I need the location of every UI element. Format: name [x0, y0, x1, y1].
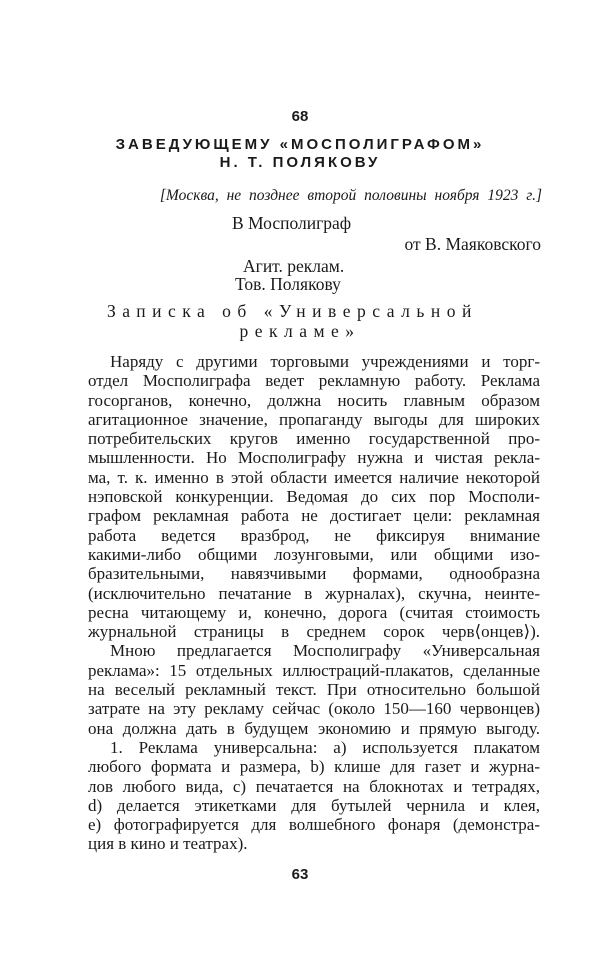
body-line: затрате на эту рекламу сейчас (около 150—160 червонцев) [88, 699, 540, 719]
dateline: [Москва, не позднее второй половины ноября 1923 г.] [159, 187, 542, 204]
body-line: она должна дать в будущем экономию и прямую выгоду. [88, 718, 540, 738]
address-to: В Мосполиграф [232, 213, 352, 233]
body-line: d) делается этикетками для бутылей чернила и клея, [88, 795, 540, 815]
body-line: работа ведется вразброд, не фиксируя внимание [88, 525, 540, 545]
body-line: на веселый рекламный текст. При относительно большой [88, 680, 540, 700]
body-line: (исключительно печатание в журналах), скучна, неинте- [88, 583, 540, 603]
body-line: отдел Мосполиграфа ведет рекламную работу. Реклама [88, 371, 540, 391]
body-line: ресна читающему и, конечно, дорога (считая стоимость [88, 602, 540, 622]
address-from: от В. Маяковского [404, 234, 541, 254]
heading-line-1: Записка об «Универсальной [107, 301, 478, 321]
body-line: нэповской конкуренции. Ведомая до сих пор Мосполи- [88, 487, 540, 507]
body-line: Наряду с другими торговыми учреждениями и торг- [110, 352, 540, 371]
address-dept: Агит. реклам. [243, 256, 345, 276]
body-line: госорганов, конечно, должна носить главным образом [88, 390, 540, 410]
title-line-2: Н. Т. ПОЛЯКОВУ [219, 154, 381, 171]
body-line: журнальной страницы в среднем сорок черв⟨онцев⟩). [88, 622, 540, 642]
body-line: какими-либо общими лозунговыми, или общими изо- [88, 544, 540, 564]
document-number: 68 [291, 108, 309, 125]
body-line: любого формата и размера, b) клише для газет и журна- [88, 757, 540, 777]
body-line: е) фотографируется для волшебного фонаря (демонстра- [88, 815, 540, 835]
body-line: ма, т. к. именно в этой области имеется наличие некоторой [88, 467, 540, 487]
body-line: агитационное значение, пропаганду выгоды для широких [88, 409, 540, 429]
body-line: потребительских кругов именно государственной про- [88, 429, 540, 449]
address-recipient: Тов. Полякову [235, 274, 341, 294]
body-line: реклама»: 15 отдельных иллюстраций-плакатов, сделанные [88, 660, 540, 680]
heading-line-2: рекламе» [239, 321, 361, 341]
body-text [88, 352, 540, 854]
title-line-1: ЗАВЕДУЮЩЕМУ «МОСПОЛИГРАФОМ» [115, 136, 485, 153]
body-line: Мною предлагается Мосполиграфу «Универсальная [110, 641, 540, 661]
body-line: графом рекламная работа не достигает цели: рекламная [88, 506, 540, 526]
body-line: бразительными, навязчивыми формами, однообразна [88, 564, 540, 584]
body-line: мышленности. Но Мосполиграфу нужна и чистая рекла- [88, 448, 540, 468]
page-number: 63 [291, 866, 309, 883]
body-line: ция в кино и театрах). [88, 834, 248, 854]
body-line: 1. Реклама универсальна: а) используется плакатом [110, 737, 540, 757]
body-line: лов любого вида, с) печатается на блокнотах и тетрадях, [88, 776, 540, 796]
